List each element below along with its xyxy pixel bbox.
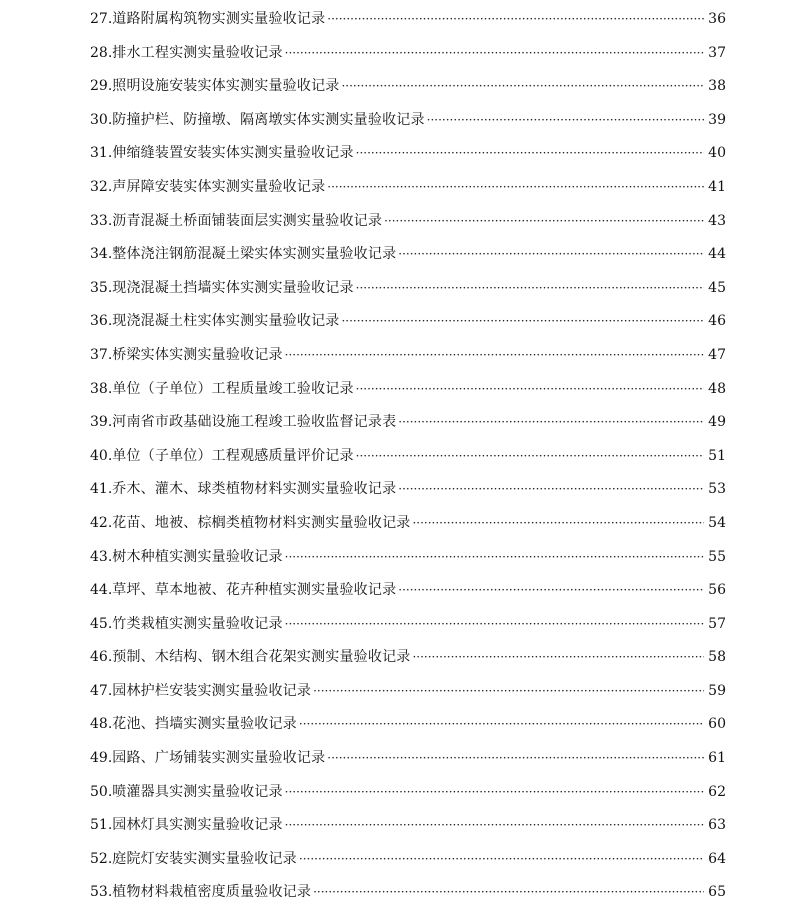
toc-entry-number: 48. [90,716,113,733]
toc-entry[interactable] [90,210,726,244]
toc-entry-title: 单位（子单位）工程观感质量评价记录 [112,447,354,464]
toc-dot-leader [285,781,704,803]
toc-entry-page: 62 [708,783,726,800]
toc-entry-number: 27. [90,11,113,27]
toc-entry-page: 40 [708,145,726,162]
toc-dot-leader [327,176,704,198]
toc-dot-leader [398,579,704,601]
toc-entry-number: 53. [90,884,113,901]
toc-entry[interactable] [90,176,726,210]
toc-dot-leader [285,613,704,635]
toc-entry-page: 64 [708,850,726,867]
toc-dot-leader [398,243,704,265]
toc-entry-page: 56 [708,582,726,599]
toc-dot-leader [285,814,704,836]
toc-entry-page: 58 [708,649,726,666]
toc-entry-title: 整体浇注钢筋混凝土梁实体实测实量验收记录 [112,246,397,263]
toc-entry-title: 庭院灯安装实测实量验收记录 [112,850,297,867]
toc-dot-leader [327,8,704,30]
toc-entry-title: 预制、木结构、钢木组合花架实测实量验收记录 [112,649,411,666]
toc-entry[interactable] [90,310,726,344]
toc-entry-title: 排水工程实测实量验收记录 [112,44,283,61]
toc-entry-title: 竹类栽植实测实量验收记录 [112,615,283,632]
toc-entry[interactable] [90,781,726,815]
toc-entry-title: 花池、挡墙实测实量验收记录 [112,716,297,733]
table-of-contents [90,8,726,915]
toc-entry[interactable] [90,8,726,42]
toc-entry-page: 63 [708,817,726,834]
toc-dot-leader [341,310,704,332]
toc-entry-title: 现浇混凝土柱实体实测实量验收记录 [112,313,340,330]
toc-dot-leader [412,646,704,668]
toc-entry[interactable] [90,445,726,479]
toc-entry-title: 沥青混凝土桥面铺装面层实测实量验收记录 [112,212,383,229]
toc-entry[interactable] [90,378,726,412]
toc-entry-number: 47. [90,682,113,699]
toc-dot-leader [356,277,704,299]
toc-dot-leader [356,445,704,467]
toc-entry-title: 树木种植实测实量验收记录 [112,548,283,565]
toc-entry-title: 河南省市政基础设施工程竣工验收监督记录表 [112,414,397,431]
toc-entry-number: 43. [90,548,113,565]
toc-entry-page: 57 [708,615,726,632]
toc-entry-page: 41 [708,178,726,195]
toc-entry-title: 园林灯具实测实量验收记录 [112,817,283,834]
toc-entry-page: 46 [708,313,726,330]
toc-entry[interactable] [90,478,726,512]
toc-dot-leader [299,848,704,870]
toc-entry-number: 36. [90,313,113,330]
toc-entry-page: 53 [708,481,726,498]
toc-dot-leader [398,478,704,500]
toc-entry-number: 42. [90,514,113,531]
toc-entry-number: 30. [90,111,113,128]
toc-entry-number: 37. [90,346,113,363]
toc-dot-leader [327,747,704,769]
toc-entry-title: 伸缩缝装置安装实体实测实量验收记录 [112,145,354,162]
toc-entry-title: 花苗、地被、棕榈类植物材料实测实量验收记录 [112,514,411,531]
toc-dot-leader [313,680,704,702]
toc-entry-page: 61 [708,750,726,767]
toc-entry-number: 49. [90,750,113,767]
toc-entry-title: 声屏障安装实体实测实量验收记录 [112,178,326,195]
toc-dot-leader [285,546,704,568]
toc-entry[interactable] [90,646,726,680]
toc-entry-number: 50. [90,783,113,800]
toc-dot-leader [384,210,704,232]
toc-entry-number: 31. [90,145,113,162]
toc-entry-title: 植物材料栽植密度质量验收记录 [112,884,312,901]
toc-entry[interactable] [90,546,726,580]
toc-entry-number: 32. [90,178,113,195]
toc-entry-title: 现浇混凝土挡墙实体实测实量验收记录 [112,279,354,296]
toc-entry-page: 59 [708,682,726,699]
toc-entry-number: 38. [90,380,113,397]
toc-entry-title: 园路、广场铺装实测实量验收记录 [112,750,326,767]
toc-entry[interactable] [90,277,726,311]
toc-entry-page: 49 [708,414,726,431]
toc-entry-title: 园林护栏安装实测实量验收记录 [112,682,312,699]
toc-entry-title: 单位（子单位）工程质量竣工验收记录 [112,380,354,397]
toc-entry-number: 40. [90,447,113,464]
toc-entry[interactable] [90,613,726,647]
toc-entry-number: 39. [90,414,113,431]
toc-entry-page: 55 [708,548,726,565]
toc-entry[interactable] [90,75,726,109]
toc-entry-page: 36 [708,11,726,27]
toc-entry-page: 60 [708,716,726,733]
toc-entry-page: 51 [708,447,726,464]
toc-entry-number: 35. [90,279,113,296]
toc-entry[interactable] [90,142,726,176]
toc-entry-number: 33. [90,212,113,229]
toc-entry[interactable] [90,109,726,143]
toc-entry[interactable] [90,344,726,378]
toc-entry[interactable] [90,881,726,915]
toc-entry-page: 37 [708,44,726,61]
toc-entry-page: 43 [708,212,726,229]
toc-list [90,8,726,915]
toc-dot-leader [299,713,704,735]
toc-entry-title: 乔木、灌木、球类植物材料实测实量验收记录 [112,481,397,498]
toc-entry-number: 34. [90,246,113,263]
toc-entry-number: 52. [90,850,113,867]
toc-entry-title: 草坪、草本地被、花卉种植实测实量验收记录 [112,582,397,599]
toc-entry[interactable] [90,512,726,546]
toc-entry-page: 65 [708,884,726,901]
toc-entry[interactable] [90,411,726,445]
toc-entry-number: 46. [90,649,113,666]
toc-entry-title: 防撞护栏、防撞墩、隔离墩实体实测实量验收记录 [112,111,425,128]
toc-entry[interactable] [90,680,726,714]
toc-entry-page: 47 [708,346,726,363]
toc-dot-leader [313,881,704,903]
toc-entry[interactable] [90,713,726,747]
toc-entry-page: 54 [708,514,726,531]
toc-dot-leader [285,42,704,64]
toc-entry-number: 41. [90,481,113,498]
toc-dot-leader [285,344,704,366]
toc-dot-leader [341,75,704,97]
toc-dot-leader [398,411,704,433]
toc-entry-title: 桥梁实体实测实量验收记录 [112,346,283,363]
toc-entry[interactable] [90,579,726,613]
toc-entry-page: 45 [708,279,726,296]
toc-entry[interactable] [90,243,726,277]
toc-entry-title: 道路附属构筑物实测实量验收记录 [112,11,326,27]
toc-entry-page: 39 [708,111,726,128]
toc-entry-title: 喷灌器具实测实量验收记录 [112,783,283,800]
toc-entry[interactable] [90,42,726,76]
toc-entry[interactable] [90,814,726,848]
toc-entry[interactable] [90,747,726,781]
toc-entry-title: 照明设施安装实体实测实量验收记录 [112,78,340,95]
toc-entry-number: 44. [90,582,113,599]
toc-entry-page: 44 [708,246,726,263]
toc-entry-number: 51. [90,817,113,834]
toc-dot-leader [427,109,704,131]
toc-entry-number: 45. [90,615,113,632]
toc-entry-number: 28. [90,44,113,61]
toc-dot-leader [412,512,704,534]
toc-entry[interactable] [90,848,726,882]
toc-entry-page: 38 [708,78,726,95]
toc-dot-leader [356,142,704,164]
toc-dot-leader [356,378,704,400]
toc-entry-number: 29. [90,78,113,95]
toc-entry-page: 48 [708,380,726,397]
